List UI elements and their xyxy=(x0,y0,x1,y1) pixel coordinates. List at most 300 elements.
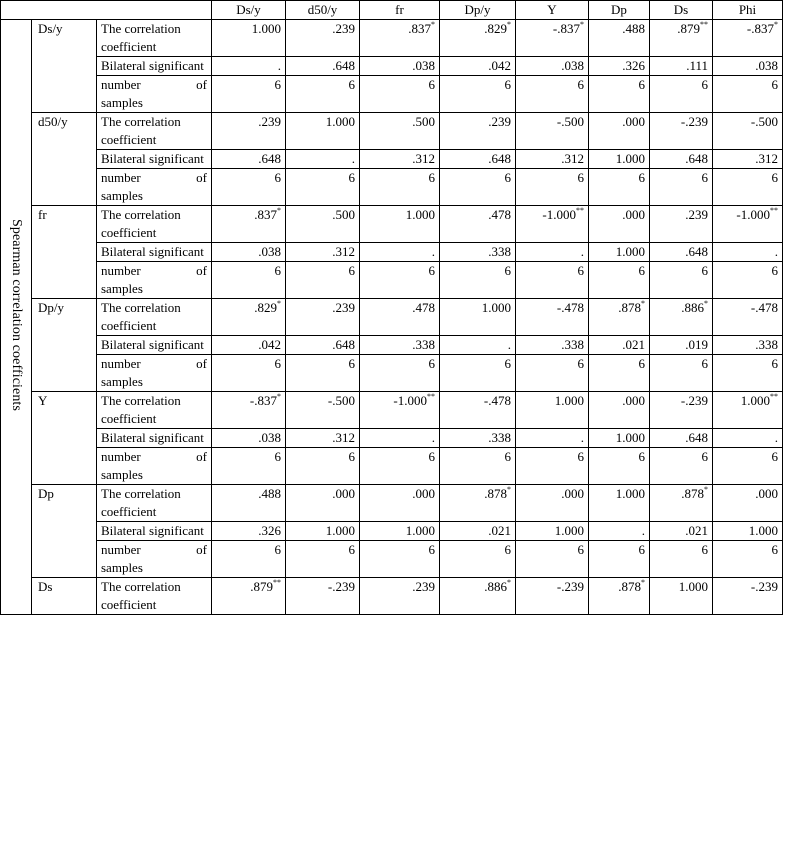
table-cell xyxy=(440,522,516,541)
table-row xyxy=(1,150,783,169)
cell-value: .021 xyxy=(488,523,511,538)
column-header: Dp/y xyxy=(440,1,516,20)
table-row xyxy=(1,448,783,485)
table-cell xyxy=(360,113,440,150)
table-cell xyxy=(360,355,440,392)
cell-value: 6 xyxy=(701,77,708,92)
table-cell xyxy=(516,262,589,299)
table-row xyxy=(1,392,783,429)
statistic-label: The correlation coefficient xyxy=(97,578,212,615)
table-cell xyxy=(360,578,440,615)
table-cell xyxy=(516,355,589,392)
table-cell xyxy=(286,541,360,578)
table-cell xyxy=(440,20,516,57)
column-header: Phi xyxy=(713,1,783,20)
statistic-label-line xyxy=(101,541,208,559)
table-cell xyxy=(516,57,589,76)
cell-value: 6 xyxy=(348,77,355,92)
cell-value: .648 xyxy=(332,337,355,352)
statistic-label-line xyxy=(101,76,208,94)
table-cell xyxy=(360,150,440,169)
row-variable: Y xyxy=(32,392,97,485)
table-row xyxy=(1,206,783,243)
cell-value: 6 xyxy=(638,542,645,557)
statistic-label-word: number xyxy=(101,356,141,371)
table-cell xyxy=(516,522,589,541)
cell-value: 6 xyxy=(504,263,511,278)
cell-value: 6 xyxy=(577,77,584,92)
cell-value: 6 xyxy=(577,542,584,557)
statistic-label: The correlation coefficient xyxy=(97,392,212,429)
table-cell xyxy=(212,392,286,429)
table-cell xyxy=(713,392,783,429)
table-cell xyxy=(212,206,286,243)
cell-value: 6 xyxy=(504,170,511,185)
cell-value: -.239 xyxy=(327,579,355,594)
row-variable: Dp/y xyxy=(32,299,97,392)
significance-marker: * xyxy=(641,298,645,308)
cell-value: -.478 xyxy=(483,393,511,408)
cell-value: 6 xyxy=(428,77,435,92)
table-cell xyxy=(440,243,516,262)
table-cell xyxy=(516,169,589,206)
cell-value: . xyxy=(774,430,778,445)
cell-value: 6 xyxy=(274,449,281,464)
table-cell xyxy=(650,57,713,76)
cell-value: 6 xyxy=(348,263,355,278)
table-cell xyxy=(589,392,650,429)
cell-value: .648 xyxy=(258,151,281,166)
cell-value: .038 xyxy=(258,244,281,259)
table-cell xyxy=(212,169,286,206)
table-cell xyxy=(589,485,650,522)
significance-marker: * xyxy=(641,577,645,587)
table-cell xyxy=(286,262,360,299)
table-cell xyxy=(212,336,286,355)
statistic-label: The correlation coefficient xyxy=(97,485,212,522)
cell-value: .478 xyxy=(412,300,435,315)
table-cell xyxy=(713,522,783,541)
significance-marker: ** xyxy=(700,19,708,29)
cell-value: 6 xyxy=(577,170,584,185)
table-cell xyxy=(713,243,783,262)
statistic-label: Bilateral significant xyxy=(97,522,212,541)
table-cell xyxy=(650,262,713,299)
table-cell xyxy=(713,578,783,615)
table-cell xyxy=(440,113,516,150)
side-label: Spearman correlation coefficients xyxy=(9,218,24,411)
table-cell xyxy=(516,392,589,429)
cell-value: .648 xyxy=(685,430,708,445)
table-cell xyxy=(440,262,516,299)
cell-value: .000 xyxy=(561,486,584,501)
table-cell xyxy=(516,243,589,262)
table-cell xyxy=(360,522,440,541)
table-cell xyxy=(360,336,440,355)
table-cell xyxy=(650,336,713,355)
row-variable: d50/y xyxy=(32,113,97,206)
cell-value: .038 xyxy=(412,58,435,73)
table-cell xyxy=(650,20,713,57)
table-cell xyxy=(650,429,713,448)
table-cell xyxy=(516,541,589,578)
significance-marker: * xyxy=(507,19,511,29)
table-body xyxy=(1,20,783,615)
table-row xyxy=(1,522,783,541)
cell-value: .312 xyxy=(755,151,778,166)
cell-value: .500 xyxy=(412,114,435,129)
cell-value: . xyxy=(580,430,584,445)
cell-value: 6 xyxy=(638,449,645,464)
cell-value: . xyxy=(507,337,511,352)
table-row xyxy=(1,113,783,150)
significance-marker: ** xyxy=(770,391,778,401)
table-cell xyxy=(650,299,713,336)
statistic-label xyxy=(97,448,212,485)
cell-value: 6 xyxy=(638,356,645,371)
cell-value: 6 xyxy=(701,542,708,557)
table-cell xyxy=(286,299,360,336)
column-header: Y xyxy=(516,1,589,20)
cell-value: .239 xyxy=(488,114,511,129)
cell-value: 1.000 xyxy=(615,430,645,445)
cell-value: -1.000 xyxy=(736,207,770,222)
table-cell xyxy=(286,485,360,522)
side-label-cell xyxy=(1,20,32,615)
significance-marker: ** xyxy=(273,577,281,587)
cell-value: .338 xyxy=(412,337,435,352)
table-cell xyxy=(360,20,440,57)
cell-value: .338 xyxy=(488,430,511,445)
cell-value: .338 xyxy=(755,337,778,352)
cell-value: .837 xyxy=(408,21,431,36)
table-cell xyxy=(713,355,783,392)
statistic-label-word: samples xyxy=(101,467,143,482)
cell-value: -.837 xyxy=(746,21,774,36)
cell-value: .000 xyxy=(622,207,645,222)
cell-value: .312 xyxy=(332,430,355,445)
cell-value: .829 xyxy=(254,300,277,315)
cell-value: .648 xyxy=(332,58,355,73)
statistic-label: The correlation coefficient xyxy=(97,299,212,336)
cell-value: . xyxy=(431,244,435,259)
table-cell xyxy=(286,206,360,243)
table-cell xyxy=(440,355,516,392)
cell-value: .886 xyxy=(484,579,507,594)
statistic-label xyxy=(97,541,212,578)
table-cell xyxy=(440,206,516,243)
statistic-label-word: of xyxy=(196,170,207,185)
header-row xyxy=(1,1,783,20)
statistic-label-word: number xyxy=(101,170,141,185)
table-cell xyxy=(713,113,783,150)
cell-value: .312 xyxy=(332,244,355,259)
statistic-label xyxy=(97,355,212,392)
table-row xyxy=(1,169,783,206)
table-cell xyxy=(212,485,286,522)
table-cell xyxy=(589,578,650,615)
row-variable: fr xyxy=(32,206,97,299)
row-variable: Dp xyxy=(32,485,97,578)
statistic-label-word: number xyxy=(101,77,141,92)
table-cell xyxy=(516,578,589,615)
significance-marker: ** xyxy=(427,391,435,401)
cell-value: 6 xyxy=(348,170,355,185)
cell-value: 6 xyxy=(771,263,778,278)
table-cell xyxy=(516,336,589,355)
cell-value: .648 xyxy=(685,151,708,166)
cell-value: .111 xyxy=(686,58,708,73)
cell-value: 6 xyxy=(274,263,281,278)
cell-value: 6 xyxy=(274,170,281,185)
cell-value: 6 xyxy=(701,170,708,185)
statistic-label-word: of xyxy=(196,542,207,557)
cell-value: .648 xyxy=(488,151,511,166)
cell-value: . xyxy=(580,244,584,259)
table-cell xyxy=(589,522,650,541)
significance-marker: * xyxy=(580,19,584,29)
table-cell xyxy=(360,392,440,429)
cell-value: . xyxy=(774,244,778,259)
cell-value: 6 xyxy=(577,356,584,371)
cell-value: 1.000 xyxy=(615,486,645,501)
cell-value: 6 xyxy=(348,449,355,464)
cell-value: .648 xyxy=(685,244,708,259)
cell-value: 6 xyxy=(701,263,708,278)
table-cell xyxy=(360,206,440,243)
cell-value: .042 xyxy=(258,337,281,352)
cell-value: -.837 xyxy=(249,393,277,408)
table-row xyxy=(1,485,783,522)
table-cell xyxy=(360,485,440,522)
table-cell xyxy=(713,150,783,169)
cell-value: 6 xyxy=(348,542,355,557)
cell-value: . xyxy=(351,151,355,166)
cell-value: .478 xyxy=(488,207,511,222)
table-cell xyxy=(516,76,589,113)
cell-value: 6 xyxy=(428,263,435,278)
statistic-label-line xyxy=(101,169,208,187)
table-cell xyxy=(440,299,516,336)
cell-value: .239 xyxy=(412,579,435,594)
cell-value: -.239 xyxy=(680,114,708,129)
cell-value: 6 xyxy=(701,449,708,464)
table-row xyxy=(1,20,783,57)
cell-value: -.239 xyxy=(556,579,584,594)
table-cell xyxy=(360,448,440,485)
cell-value: 6 xyxy=(428,170,435,185)
table-cell xyxy=(713,76,783,113)
cell-value: 6 xyxy=(771,449,778,464)
table-cell xyxy=(286,355,360,392)
table-cell xyxy=(360,541,440,578)
cell-value: 1.000 xyxy=(615,151,645,166)
table-cell xyxy=(650,355,713,392)
cell-value: 6 xyxy=(274,356,281,371)
table-cell xyxy=(286,243,360,262)
table-cell xyxy=(589,541,650,578)
cell-value: -.478 xyxy=(750,300,778,315)
table-cell xyxy=(650,541,713,578)
table-cell xyxy=(212,57,286,76)
statistic-label-word: number xyxy=(101,263,141,278)
cell-value: .879 xyxy=(677,21,700,36)
cell-value: . xyxy=(277,58,281,73)
table-cell xyxy=(286,578,360,615)
cell-value: 1.000 xyxy=(405,523,435,538)
cell-value: .021 xyxy=(685,523,708,538)
table-cell xyxy=(360,243,440,262)
table-cell xyxy=(650,169,713,206)
cell-value: 6 xyxy=(504,542,511,557)
cell-value: 6 xyxy=(701,356,708,371)
cell-value: .878 xyxy=(484,486,507,501)
cell-value: .312 xyxy=(412,151,435,166)
cell-value: .879 xyxy=(250,579,273,594)
cell-value: .239 xyxy=(258,114,281,129)
table-cell xyxy=(650,206,713,243)
row-variable: Ds/y xyxy=(32,20,97,113)
table-cell xyxy=(212,522,286,541)
cell-value: .021 xyxy=(622,337,645,352)
table-cell xyxy=(713,541,783,578)
table-cell xyxy=(516,448,589,485)
header-corner xyxy=(1,1,212,20)
cell-value: 6 xyxy=(428,449,435,464)
table-row xyxy=(1,243,783,262)
significance-marker: * xyxy=(507,484,511,494)
statistic-label xyxy=(97,262,212,299)
cell-value: .886 xyxy=(681,300,704,315)
cell-value: 6 xyxy=(348,356,355,371)
cell-value: .829 xyxy=(484,21,507,36)
table-cell xyxy=(516,150,589,169)
table-cell xyxy=(713,336,783,355)
statistic-label-word: samples xyxy=(101,95,143,110)
table-cell xyxy=(212,150,286,169)
cell-value: .488 xyxy=(622,21,645,36)
cell-value: .338 xyxy=(488,244,511,259)
cell-value: . xyxy=(431,430,435,445)
table-cell xyxy=(589,57,650,76)
cell-value: 1.000 xyxy=(740,393,770,408)
statistic-label-word: number xyxy=(101,542,141,557)
table-cell xyxy=(516,20,589,57)
cell-value: 6 xyxy=(274,77,281,92)
cell-value: 6 xyxy=(428,542,435,557)
table-cell xyxy=(212,76,286,113)
table-cell xyxy=(713,20,783,57)
cell-value: 1.000 xyxy=(405,207,435,222)
cell-value: .000 xyxy=(412,486,435,501)
cell-value: .239 xyxy=(332,300,355,315)
table-cell xyxy=(650,578,713,615)
table-cell xyxy=(440,169,516,206)
table-cell xyxy=(212,541,286,578)
cell-value: .878 xyxy=(618,300,641,315)
cell-value: 6 xyxy=(504,449,511,464)
table-cell xyxy=(650,113,713,150)
table-cell xyxy=(650,448,713,485)
column-header: fr xyxy=(360,1,440,20)
table-cell xyxy=(286,76,360,113)
table-cell xyxy=(650,485,713,522)
table-cell xyxy=(713,299,783,336)
cell-value: .488 xyxy=(258,486,281,501)
table-cell xyxy=(589,262,650,299)
significance-marker: ** xyxy=(576,205,584,215)
cell-value: 1.000 xyxy=(325,523,355,538)
table-cell xyxy=(589,150,650,169)
table-cell xyxy=(212,243,286,262)
table-cell xyxy=(360,76,440,113)
cell-value: 6 xyxy=(771,77,778,92)
table-cell xyxy=(286,392,360,429)
table-cell xyxy=(589,206,650,243)
statistic-label: The correlation coefficient xyxy=(97,113,212,150)
cell-value: .312 xyxy=(561,151,584,166)
cell-value: 6 xyxy=(577,449,584,464)
cell-value: .000 xyxy=(622,393,645,408)
cell-value: -.239 xyxy=(680,393,708,408)
table-cell xyxy=(589,448,650,485)
table-cell xyxy=(286,429,360,448)
table-cell xyxy=(589,355,650,392)
table-cell xyxy=(516,429,589,448)
cell-value: 6 xyxy=(771,542,778,557)
cell-value: 6 xyxy=(428,356,435,371)
table-cell xyxy=(589,20,650,57)
statistic-label: The correlation coefficient xyxy=(97,20,212,57)
cell-value: -.239 xyxy=(750,579,778,594)
cell-value: 6 xyxy=(274,542,281,557)
table-cell xyxy=(440,150,516,169)
cell-value: 6 xyxy=(771,356,778,371)
table-cell xyxy=(440,57,516,76)
table-cell xyxy=(360,429,440,448)
table-row xyxy=(1,541,783,578)
table-cell xyxy=(650,76,713,113)
cell-value: .038 xyxy=(755,58,778,73)
table-cell xyxy=(440,485,516,522)
table-cell xyxy=(713,429,783,448)
statistic-label: Bilateral significant xyxy=(97,336,212,355)
table-cell xyxy=(212,355,286,392)
table-cell xyxy=(286,113,360,150)
cell-value: .038 xyxy=(561,58,584,73)
cell-value: .326 xyxy=(258,523,281,538)
cell-value: . xyxy=(641,523,645,538)
cell-value: 1.000 xyxy=(748,523,778,538)
table-cell xyxy=(360,299,440,336)
table-cell xyxy=(440,429,516,448)
significance-marker: * xyxy=(277,205,281,215)
significance-marker: * xyxy=(704,484,708,494)
table-cell xyxy=(589,76,650,113)
table-cell xyxy=(713,485,783,522)
table-cell xyxy=(713,169,783,206)
table-cell xyxy=(212,299,286,336)
table-cell xyxy=(713,262,783,299)
table-cell xyxy=(440,541,516,578)
table-cell xyxy=(516,206,589,243)
table-cell xyxy=(589,243,650,262)
cell-value: .038 xyxy=(258,430,281,445)
table-cell xyxy=(650,150,713,169)
statistic-label-word: of xyxy=(196,77,207,92)
statistic-label-word: of xyxy=(196,449,207,464)
table-cell xyxy=(212,20,286,57)
